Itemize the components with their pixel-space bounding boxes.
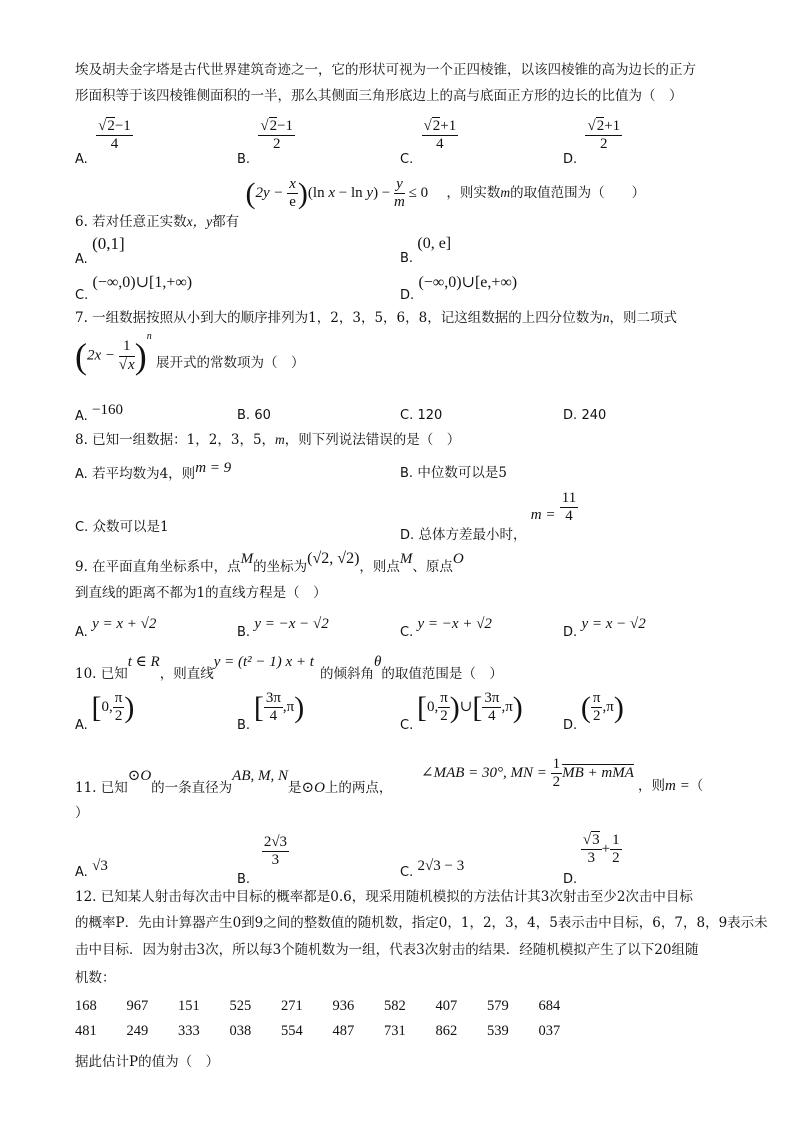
q6-option-b[interactable] [400, 233, 452, 266]
q10-theta: θ [373, 654, 382, 670]
option-label: B. [400, 251, 414, 266]
option-label: B. [237, 625, 251, 640]
option-label: C. [400, 718, 414, 734]
option-label: C. [400, 625, 414, 640]
q9-O: O [452, 551, 464, 567]
option-label: D. [563, 152, 578, 168]
q9-option-c[interactable] [400, 614, 492, 640]
q9-text-mid3: 、原点 [412, 559, 453, 575]
q7-option-c[interactable] [400, 406, 442, 425]
option-text: 总体方差最小时， [418, 527, 527, 544]
option-label: B. [237, 152, 251, 168]
option-text: 若平均数为4，则 [92, 466, 196, 482]
q11-mid2: 是 [288, 780, 302, 796]
q11-suffix: ，则 [638, 778, 665, 794]
q12-line2: 的概率P．先由计算器产生0到9之间的整数值的随机数，指定0，1，2，3，4，5表示击中目标，6，7，8，9表示未 [75, 915, 768, 931]
q7-stem-line1 [75, 309, 677, 327]
option-value: 60 [254, 408, 271, 423]
q9-option-a[interactable] [75, 614, 157, 640]
random-number: 684 [538, 998, 561, 1014]
q10-suffix2: 的取值范围是（ ） [381, 666, 503, 682]
option-label: B. [237, 718, 251, 734]
q11-mid: 的一条直径为 [151, 780, 233, 796]
q8-option-b[interactable] [400, 464, 507, 483]
q10-option-a[interactable]: A. [0, $\frac{\pi}{2}$ ) [75, 690, 135, 734]
fraction: $\frac{√2+1}{2}$ [587, 118, 621, 153]
option-label: B. [237, 408, 251, 423]
q5-option-d[interactable] [563, 118, 622, 168]
q6-option-c[interactable] [75, 272, 193, 303]
q11-option-c[interactable] [400, 856, 465, 880]
random-number: 249 [126, 1023, 149, 1039]
q10-prefix: 10. 已知 [75, 666, 128, 682]
q12-random-row-1 [75, 997, 590, 1017]
option-value: √3 [92, 858, 108, 874]
q6-option-d[interactable] [400, 272, 518, 303]
fraction: $\frac{√2+1}{4}$ [423, 118, 457, 153]
random-number: 579 [487, 998, 509, 1014]
q5-option-b[interactable] [237, 118, 295, 168]
q7-option-a[interactable] [75, 400, 124, 424]
q11-cond-tail: MB + mMA [562, 765, 634, 782]
q11-circle: ⊙O [127, 768, 152, 784]
q9-stem-line2: 到直线的距离不都为1的直线方程是（ ） [75, 585, 327, 601]
random-number: 271 [281, 998, 303, 1014]
option-math: m = 9 [195, 460, 232, 476]
option-value: −160 [92, 402, 124, 418]
q12-line1: 12. 已知某人射击每次击中目标的概率都是0.6，现采用随机模拟的方法估计其3次射击至少2次击中目标 [75, 889, 693, 905]
interval: [ [91, 690, 102, 724]
q6-option-a[interactable] [75, 233, 125, 267]
option-value: y = −x + √2 [417, 616, 492, 632]
q11-ask [638, 776, 703, 796]
q10-line: y = (t² − 1) x + t [213, 654, 314, 670]
q8-text: 8. 已知一组数据：1，2，3，5， [75, 432, 276, 448]
q12-line4: 机数： [75, 970, 116, 986]
random-number: 582 [384, 998, 406, 1014]
q8-stem [75, 431, 460, 449]
q8-text-end: ，则下列说法错误的是（ ） [284, 432, 461, 448]
option-label: A. [75, 865, 88, 880]
q8-option-d[interactable] [400, 490, 578, 544]
q11-mid3: 上的两点， [324, 780, 393, 796]
option-label: D. [400, 528, 415, 544]
option-value: y = −x − √2 [254, 616, 329, 632]
q9-option-d[interactable] [563, 614, 646, 640]
option-text: 众数可以是1 [92, 519, 169, 535]
q10-option-c[interactable]: C. [0, $\frac{\pi}{2}$ )∪[ $\frac{3\pi}{4}$ ,π) [400, 690, 523, 734]
q5-stem-line2: 形面积等于该四棱锥侧面积的一半，那么其侧面三角形底边上的高与底面正方形的边长的比值为（ ） [75, 88, 683, 104]
q6-stem [75, 176, 646, 231]
q10-suffix: 的倾斜角 [319, 666, 374, 682]
interval: [ [253, 690, 264, 724]
option-label: C. [400, 408, 414, 423]
q7-option-d[interactable] [563, 406, 606, 425]
random-number: 967 [126, 998, 149, 1014]
option-label: D. [563, 408, 578, 423]
option-label: A. [75, 718, 88, 734]
random-number: 525 [229, 998, 252, 1014]
q6-suffix: ，则实数 [446, 185, 501, 202]
q12-line5: 据此估计P的值为（ ） [75, 1054, 220, 1070]
random-number: 936 [332, 998, 355, 1014]
option-label: D. [400, 288, 415, 303]
q6-vars: x，y [186, 214, 213, 230]
interval: [ [416, 690, 427, 724]
option-label: A. [75, 152, 88, 168]
q10-option-d[interactable]: D. ( $\frac{\pi}{2}$ ,π) [563, 690, 624, 734]
q11-stem [75, 758, 393, 796]
option-label: C. [75, 520, 89, 535]
option-value: 240 [581, 408, 607, 423]
random-number: 333 [178, 1023, 200, 1039]
q11-option-d[interactable]: D. $\frac{√3}{3}$ + $\frac{1}{2}$ [563, 832, 620, 888]
random-number: 038 [229, 1023, 252, 1039]
option-value: (−∞,0)∪[1,+∞) [92, 274, 193, 291]
option-label: B. [400, 466, 414, 481]
q9-option-b[interactable] [237, 614, 329, 640]
option-label: D. [563, 625, 578, 640]
option-label: A. [75, 467, 88, 482]
q11-option-a[interactable] [75, 856, 108, 880]
random-number: 037 [538, 1023, 561, 1039]
q8-option-c[interactable] [75, 518, 169, 537]
q11-points: AB, M, N [232, 768, 288, 784]
random-number: 481 [75, 1023, 97, 1039]
q6-prefix: 6. 若对任意正实数 [75, 214, 187, 231]
q9-text-mid2: ，则点 [359, 559, 400, 575]
fraction: $\frac{11}{4}$ [561, 490, 577, 525]
q10-stem [75, 652, 503, 682]
q5-option-a[interactable] [75, 118, 133, 168]
q6-suffix2: 的取值范围为（ ） [510, 185, 646, 202]
option-value: (0,1] [92, 234, 125, 253]
option-value: y = x − √2 [581, 616, 646, 632]
q7-text: 7. 一组数据按照从小到大的顺序排列为1，2，3，5，6，8，记这组数据的上四分位数为 [75, 310, 603, 326]
q7-text2: 展开式的常数项为（ ） [155, 355, 305, 372]
q5-stem-line1: 埃及胡夫金字塔是古代世界建筑奇迹之一，它的形状可视为一个正四棱锥，以该四棱锥的高为边长的正方 [75, 62, 696, 78]
q10-cond: t ∈ R [127, 654, 160, 670]
q11-condition: ∠MAB = 30°, MN = $\frac{1}{2}$ MB + mMA [421, 756, 634, 791]
q7-binomial: (2x − $\frac{1}{√x}$ )$^n$ [75, 331, 152, 376]
fraction: $\frac{√2-1}{4}$ [98, 118, 131, 153]
q9-text: 9. 在平面直角坐标系中，点 [75, 559, 241, 575]
q7-text-end: ，则二项式 [609, 310, 677, 326]
option-value: 2√3 − 3 [417, 858, 465, 874]
option-label: C. [75, 288, 89, 303]
q11-prefix: 11. 已知 [75, 780, 128, 796]
q8-option-a[interactable] [75, 458, 232, 482]
random-number: 407 [435, 998, 458, 1014]
q6-inequality: (2y − $\frac{x}{e}$ )(ln x − ln y) − $\frac{y}{m}$ ≤ 0 [245, 176, 429, 211]
random-number: 731 [384, 1023, 406, 1039]
option-label: C. [400, 152, 414, 168]
option-value: (0, e] [417, 235, 452, 252]
q10-option-b[interactable]: B. [ $\frac{3\pi}{4}$ ,π) [237, 690, 305, 734]
q11-circle2: ⊙O [301, 780, 325, 796]
q9-stem-line1 [75, 548, 464, 575]
q9-coord: (√2, √2) [307, 550, 360, 567]
interval: ( [580, 690, 591, 724]
random-number: 862 [435, 1023, 458, 1039]
q11-line2: ） [75, 805, 89, 821]
q11-ask-m: m = [665, 778, 690, 794]
option-label: C. [400, 865, 414, 880]
random-number: 554 [281, 1023, 303, 1039]
option-label: A. [75, 252, 88, 267]
random-number: 487 [332, 1023, 355, 1039]
q9-M2: M [399, 551, 413, 567]
q9-text-mid: 的坐标为 [253, 559, 308, 575]
option-value: 120 [417, 408, 443, 423]
q9-M: M [240, 551, 254, 567]
option-value: y = x + √2 [92, 616, 157, 632]
q11-cond: ∠MAB = 30°, MN = [421, 765, 547, 782]
q11-paren: （ [689, 778, 704, 794]
q5-option-c[interactable] [400, 118, 458, 168]
q7-option-b[interactable] [237, 406, 271, 425]
option-math: m = [530, 507, 556, 524]
q7-stem-line2 [75, 331, 305, 376]
q8-m: m [275, 432, 285, 447]
q6-m: m [500, 185, 511, 201]
q6-mid: 都有 [212, 214, 240, 231]
option-value: (−∞,0)∪[e,+∞) [418, 274, 518, 291]
option-label: D. [563, 718, 578, 734]
q12-line3: 击中目标．因为射击3次，所以每3个随机数为一组，代表3次射击的结果．经随机模拟产生了以下20组随 [75, 942, 699, 958]
option-label: B. [237, 872, 251, 888]
option-text: 中位数可以是5 [417, 465, 507, 481]
random-number: 168 [75, 998, 97, 1014]
random-number: 539 [487, 1023, 509, 1039]
fraction: $\frac{√2-1}{2}$ [260, 118, 294, 153]
option-label: A. [75, 625, 88, 640]
option-label: A. [75, 409, 88, 424]
random-number: 151 [178, 998, 200, 1014]
fraction: $\frac{√3}{3}$ [582, 832, 600, 867]
fraction: $\frac{2√3}{3}$ [263, 834, 288, 869]
q11-option-b[interactable] [237, 834, 289, 888]
q7-n: n [602, 310, 610, 325]
q12-random-row-2 [75, 1022, 590, 1042]
q10-mid: ，则直线 [159, 666, 214, 682]
option-label: D. [563, 872, 578, 888]
